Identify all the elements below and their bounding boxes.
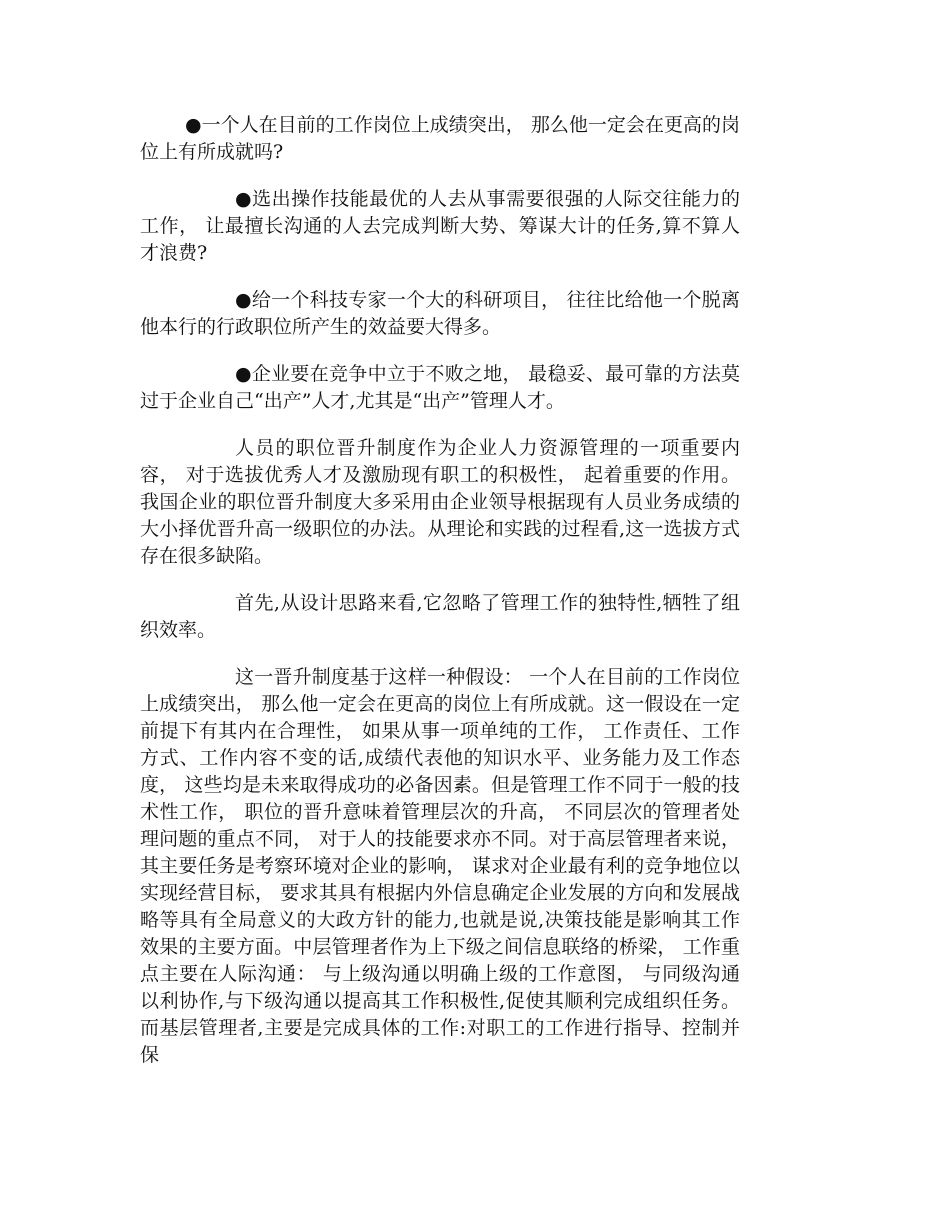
bullet-paragraph-3: ●给一个科技专家一个大的科研项目， 往往比给他一个脱离他本行的行政职位所产生的效益要大得多。 xyxy=(140,289,740,338)
bullet-paragraph-4: ●企业要在竞争中立于不败之地， 最稳妥、最可靠的方法莫过于企业自己“出产”人才,尤其是“出产”管理人才。 xyxy=(140,363,740,412)
bullet-paragraph-2: ●选出操作技能最优的人去从事需要很强的人际交往能力的工作， 让最擅长沟通的人去完成判断大势、筹谋大计的任务,算不算人才浪费? xyxy=(140,188,740,264)
body-paragraph-assumption: 这一晋升制度基于这样一种假设： 一个人在目前的工作岗位上成绩突出， 那么他一定会在更高的岗位上有所成就。这一假设在一定前提下有其内在合理性， 如果从事一项单纯的工作， 工作责任、工作方式、工作内容不变的话,成绩代表他的知识水平、业务能力及工作态度， 这些均是未来取得成功的必备因素。但是管理工作不同于一般的技术性工作， 职位的晋升意味着管理层次的升高， 不同层次的管理者处理问题的重点不同， 对于人的技能要求亦不同。对于高层管理者来说， 其主要任务是考察环境对企业的影响， 谋求对企业最有利的竞争地位以实现经营目标， 要求其具有根据内外信息确定企业发展的方向和发展战略等具有全局意义的大政方针的能力,也就是说,决策技能是影响其工作效果的主要方面。中层管理者作为上下级之间信息联络的桥梁， 工作重点主要在人际沟通： 与上级沟通以明确上级的工作意图， 与同级沟通以利协作,与下级沟通以提高其工作积极性,促使其顺利完成组织任务。而基层管理者,主要是完成具体的工作:对职工的工作进行指导、控制并保 xyxy=(140,666,740,1066)
body-paragraph-first-point: 首先,从设计思路来看,它忽略了管理工作的独特性,牺牲了组织效率。 xyxy=(140,592,740,641)
body-paragraph-promotion-system: 人员的职位晋升制度作为企业人力资源管理的一项重要内容， 对于选拔优秀人才及激励现有职工的积极性， 起着重要的作用。我国企业的职位晋升制度大多采用由企业领导根据现有人员业务成绩的大小择优晋升高一级职位的办法。从理论和实践的过程看,这一选拔方式存在很多缺陷。 xyxy=(140,437,740,567)
document-body xyxy=(140,112,740,1089)
bullet-paragraph-1: ●一个人在目前的工作岗位上成绩突出， 那么他一定会在更高的岗位上有所成就吗? xyxy=(140,114,740,163)
